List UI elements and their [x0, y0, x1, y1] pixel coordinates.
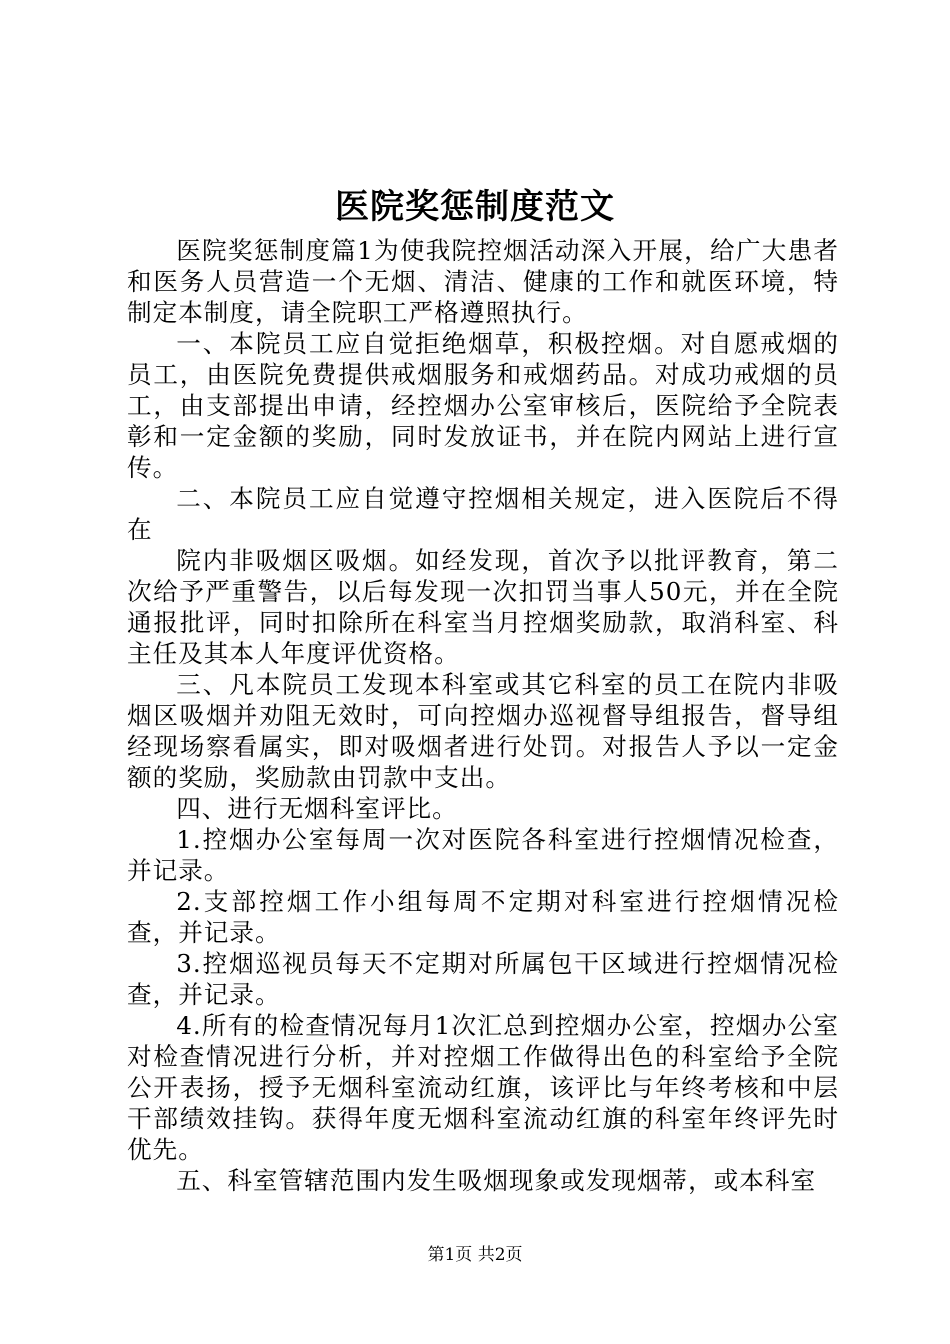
paragraph-item-1: 1.控烟办公室每周一次对医院各科室进行控烟情况检查，并记录。: [127, 825, 839, 885]
document-body: [127, 235, 839, 1196]
paragraph-item-4: 4.所有的检查情况每月1次汇总到控烟办公室，控烟办公室对检查情况进行分析，并对控烟工作做得出色的科室给予全院公开表扬，授予无烟科室流动红旗，该评比与年终考核和中层干部绩效挂钩。获得年度无烟科室流动红旗的科室年终评先时优先。: [127, 1011, 839, 1164]
paragraph-intro: 医院奖惩制度篇1为使我院控烟活动深入开展，给广大患者和医务人员营造一个无烟、清洁、健康的工作和就医环境，特制定本制度，请全院职工严格遵照执行。: [127, 236, 839, 327]
paragraph-item-3: 3.控烟巡视员每天不定期对所属包干区域进行控烟情况检查，并记录。: [127, 949, 839, 1009]
document-title: 医院奖惩制度范文: [335, 187, 615, 227]
paragraph-section-2-cont: 院内非吸烟区吸烟。如经发现，首次予以批评教育，第二次给予严重警告，以后每发现一次扣罚当事人50元，并在全院通报批评，同时扣除所在科室当月控烟奖励款，取消科室、科主任及其本人年度评优资格。: [127, 546, 839, 668]
paragraph-section-4: 四、进行无烟科室评比。: [176, 794, 458, 823]
paragraph-section-3: 三、凡本院员工发现本科室或其它科室的员工在院内非吸烟区吸烟并劝阻无效时，可向控烟办巡视督导组报告，督导组经现场察看属实，即对吸烟者进行处罚。对报告人予以一定金额的奖励，奖励款由罚款中支出。: [127, 670, 839, 792]
paragraph-section-1: 一、本院员工应自觉拒绝烟草，积极控烟。对自愿戒烟的员工，由医院免费提供戒烟服务和戒烟药品。对成功戒烟的员工，由支部提出申请，经控烟办公室审核后，医院给予全院表彰和一定金额的奖励，同时发放证书，并在院内网站上进行宣传。: [127, 329, 839, 482]
paragraph-section-2: 二、本院员工应自觉遵守控烟相关规定，进入医院后不得在: [127, 484, 839, 544]
paragraph-item-2: 2.支部控烟工作小组每周不定期对科室进行控烟情况检查，并记录。: [127, 887, 839, 947]
paragraph-section-5: 五、科室管辖范围内发生吸烟现象或发现烟蒂，或本科室: [176, 1166, 817, 1195]
page-footer: 第1页 共2页: [427, 1245, 523, 1265]
